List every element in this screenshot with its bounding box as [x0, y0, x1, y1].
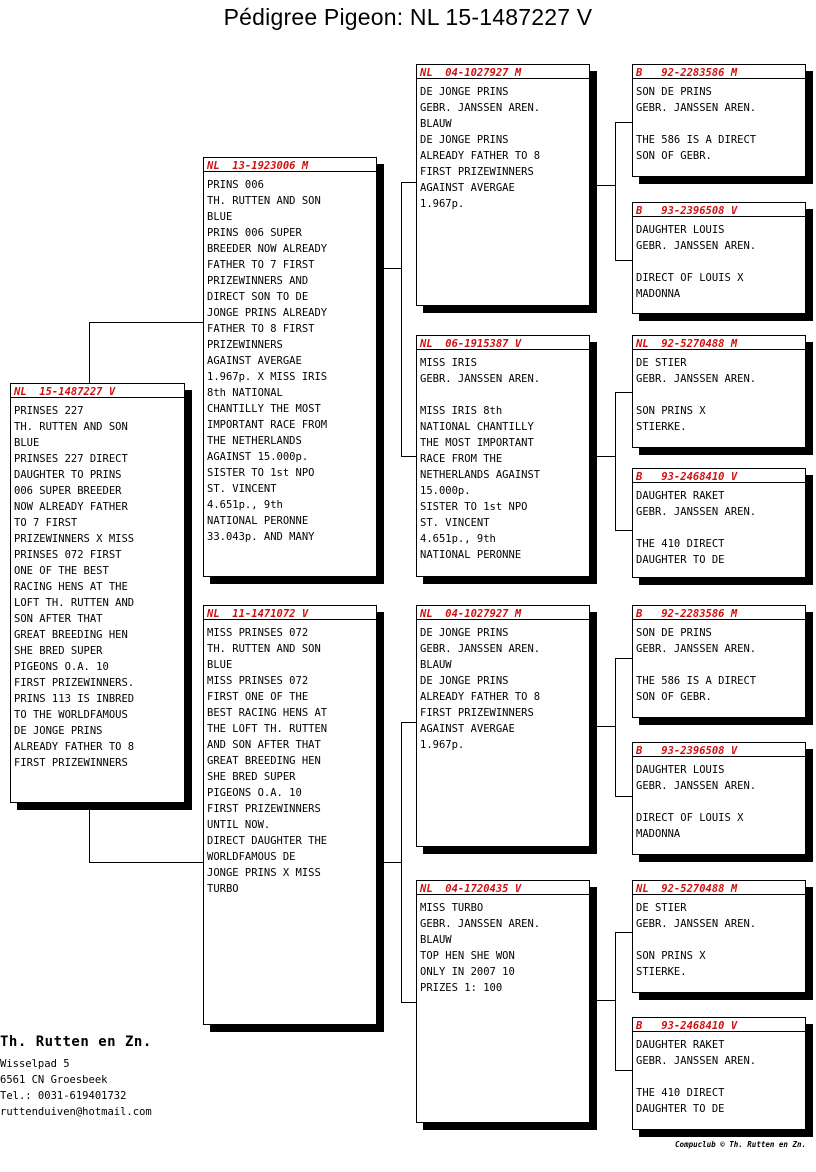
pigeon-description: MISS TURBO GEBR. JANSSEN AREN. BLAUW TOP HEN SHE WON ONLY IN 2007 10 PRIZES 1: 100: [420, 902, 541, 994]
grandparent-card: [416, 880, 590, 1123]
ring-number: NL 92-5270488 M: [633, 881, 805, 895]
great-grandparent-card: [632, 64, 806, 177]
grandparent-card: [416, 335, 590, 577]
connector-line: [615, 932, 633, 933]
great-grandparent-card: [632, 202, 806, 314]
pigeon-description: MISS PRINSES 072 TH. RUTTEN AND SON BLUE MISS PRINSES 072 FIRST ONE OF THE BEST RACING HENS AT THE LOFT TH. RUTTEN AND SON AFTER THAT GREAT BREEDING HEN SHE BRED SUPER PIGEONS O.A. 10 FIRST PRIZEWINNERS UNTIL NOW. DIRECT DAUGHTER THE WORLDFAMOUS DE JONGE PRINS X MISS TURBO: [207, 627, 328, 895]
pigeon-description: SON DE PRINS GEBR. JANSSEN AREN. THE 586 IS A DIRECT SON OF GEBR.: [636, 86, 757, 162]
pigeon-description: DAUGHTER LOUIS GEBR. JANSSEN AREN. DIRECT OF LOUIS X MADONNA: [636, 764, 757, 840]
connector-line: [615, 796, 633, 797]
owner-email: ruttenduiven@hotmail.com: [0, 1106, 152, 1118]
owner-phone: Tel.: 0031-619401732: [0, 1090, 127, 1102]
connector-line: [615, 658, 616, 796]
pigeon-description: MISS IRIS GEBR. JANSSEN AREN. MISS IRIS 8th NATIONAL CHANTILLY THE MOST IMPORTANT RACE FROM THE NETHERLANDS AGAINST 15.000p. SISTER TO 1st NPO ST. VINCENT 4.651p., 9th NATIONAL PERONNE: [420, 357, 541, 561]
connector-line: [615, 392, 633, 393]
connector-line: [589, 456, 615, 457]
pigeon-description: PRINS 006 TH. RUTTEN AND SON BLUE PRINS 006 SUPER BREEDER NOW ALREADY FATHER TO 7 FIRST PRIZEWINNERS AND DIRECT SON TO DE JONGE PRINS ALREADY FATHER TO 8 FIRST PRIZEWINNERS AGAINST AVERGAE 1.967p. X MISS IRIS 8th NATIONAL CHANTILLY THE MOST IMPORTANT RACE FROM THE NETHERLANDS AGAINST 15.000p. SISTER TO 1st NPO ST. VINCENT 4.651p., 9th NATIONAL PERONNE 33.043p. AND MANY: [207, 179, 328, 543]
owner-street: Wisselpad 5: [0, 1058, 70, 1070]
connector-line: [401, 722, 417, 723]
ring-number: NL 04-1720435 V: [417, 881, 589, 895]
connector-line: [615, 1070, 633, 1071]
connector-line: [376, 862, 401, 863]
owner-name: Th. Rutten en Zn.: [0, 1034, 152, 1050]
connector-line: [401, 1002, 417, 1003]
pigeon-description: DE STIER GEBR. JANSSEN AREN. SON PRINS X STIERKE.: [636, 357, 757, 433]
connector-line: [615, 392, 616, 530]
great-grandparent-card: [632, 1017, 806, 1130]
connector-line: [589, 726, 615, 727]
connector-line: [89, 802, 90, 862]
pigeon-description: SON DE PRINS GEBR. JANSSEN AREN. THE 586 IS A DIRECT SON OF GEBR.: [636, 627, 757, 703]
ring-number: B 92-2283586 M: [633, 606, 805, 620]
pigeon-description: DE JONGE PRINS GEBR. JANSSEN AREN. BLAUW DE JONGE PRINS ALREADY FATHER TO 8 FIRST PRIZEWINNERS AGAINST AVERGAE 1.967p.: [420, 627, 541, 751]
ring-number: B 93-2396508 V: [633, 203, 805, 217]
connector-line: [615, 122, 616, 260]
connector-line: [401, 722, 402, 1002]
pigeon-description: DE STIER GEBR. JANSSEN AREN. SON PRINS X STIERKE.: [636, 902, 757, 978]
ring-number: NL 15-1487227 V: [11, 384, 184, 398]
connector-line: [615, 932, 616, 1070]
connector-line: [401, 456, 417, 457]
connector-line: [615, 260, 633, 261]
connector-line: [89, 862, 204, 863]
connector-line: [89, 322, 204, 323]
connector-line: [376, 268, 401, 269]
great-grandparent-card: [632, 742, 806, 855]
footer-credit: Compuclub © Th. Rutten en Zn.: [675, 1140, 806, 1149]
great-grandparent-card: [632, 880, 806, 993]
subject-pigeon-card: [10, 383, 185, 803]
connector-line: [589, 1000, 615, 1001]
ring-number: NL 04-1027927 M: [417, 65, 589, 79]
connector-line: [89, 322, 90, 384]
grandparent-card: [416, 605, 590, 847]
ring-number: NL 06-1915387 V: [417, 336, 589, 350]
mother-card: [203, 605, 377, 1025]
ring-number: B 93-2468410 V: [633, 1018, 805, 1032]
ring-number: NL 92-5270488 M: [633, 336, 805, 350]
pigeon-description: PRINSES 227 TH. RUTTEN AND SON BLUE PRINSES 227 DIRECT DAUGHTER TO PRINS 006 SUPER BREEDER NOW ALREADY FATHER TO 7 FIRST PRIZEWINNERS X MISS PRINSES 072 FIRST ONE OF THE BEST RACING HENS AT THE LOFT TH. RUTTEN AND SON AFTER THAT GREAT BREEDING HEN SHE BRED SUPER PIGEONS O.A. 10 FIRST PRIZEWINNERS. PRINS 113 IS INBRED TO THE WORLDFAMOUS DE JONGE PRINS ALREADY FATHER TO 8 FIRST PRIZEWINNERS: [14, 405, 135, 769]
ring-number: B 93-2468410 V: [633, 469, 805, 483]
connector-line: [401, 182, 402, 456]
ring-number: B 93-2396508 V: [633, 743, 805, 757]
ring-number: NL 11-1471072 V: [204, 606, 376, 620]
ring-number: B 92-2283586 M: [633, 65, 805, 79]
owner-city: 6561 CN Groesbeek: [0, 1074, 108, 1086]
owner-block: [0, 1034, 152, 1120]
connector-line: [615, 122, 633, 123]
great-grandparent-card: [632, 335, 806, 448]
great-grandparent-card: [632, 605, 806, 718]
connector-line: [615, 658, 633, 659]
connector-line: [401, 182, 417, 183]
pigeon-description: DAUGHTER RAKET GEBR. JANSSEN AREN. THE 410 DIRECT DAUGHTER TO DE: [636, 490, 757, 566]
connector-line: [589, 185, 615, 186]
great-grandparent-card: [632, 468, 806, 578]
pigeon-description: DAUGHTER RAKET GEBR. JANSSEN AREN. THE 410 DIRECT DAUGHTER TO DE: [636, 1039, 757, 1115]
ring-number: NL 13-1923006 M: [204, 158, 376, 172]
ring-number: NL 04-1027927 M: [417, 606, 589, 620]
page-title: Pédigree Pigeon: NL 15-1487227 V: [223, 4, 593, 30]
father-card: [203, 157, 377, 577]
pigeon-description: DE JONGE PRINS GEBR. JANSSEN AREN. BLAUW DE JONGE PRINS ALREADY FATHER TO 8 FIRST PRIZEWINNERS AGAINST AVERGAE 1.967p.: [420, 86, 541, 210]
connector-line: [615, 530, 633, 531]
grandparent-card: [416, 64, 590, 306]
pigeon-description: DAUGHTER LOUIS GEBR. JANSSEN AREN. DIRECT OF LOUIS X MADONNA: [636, 224, 757, 300]
